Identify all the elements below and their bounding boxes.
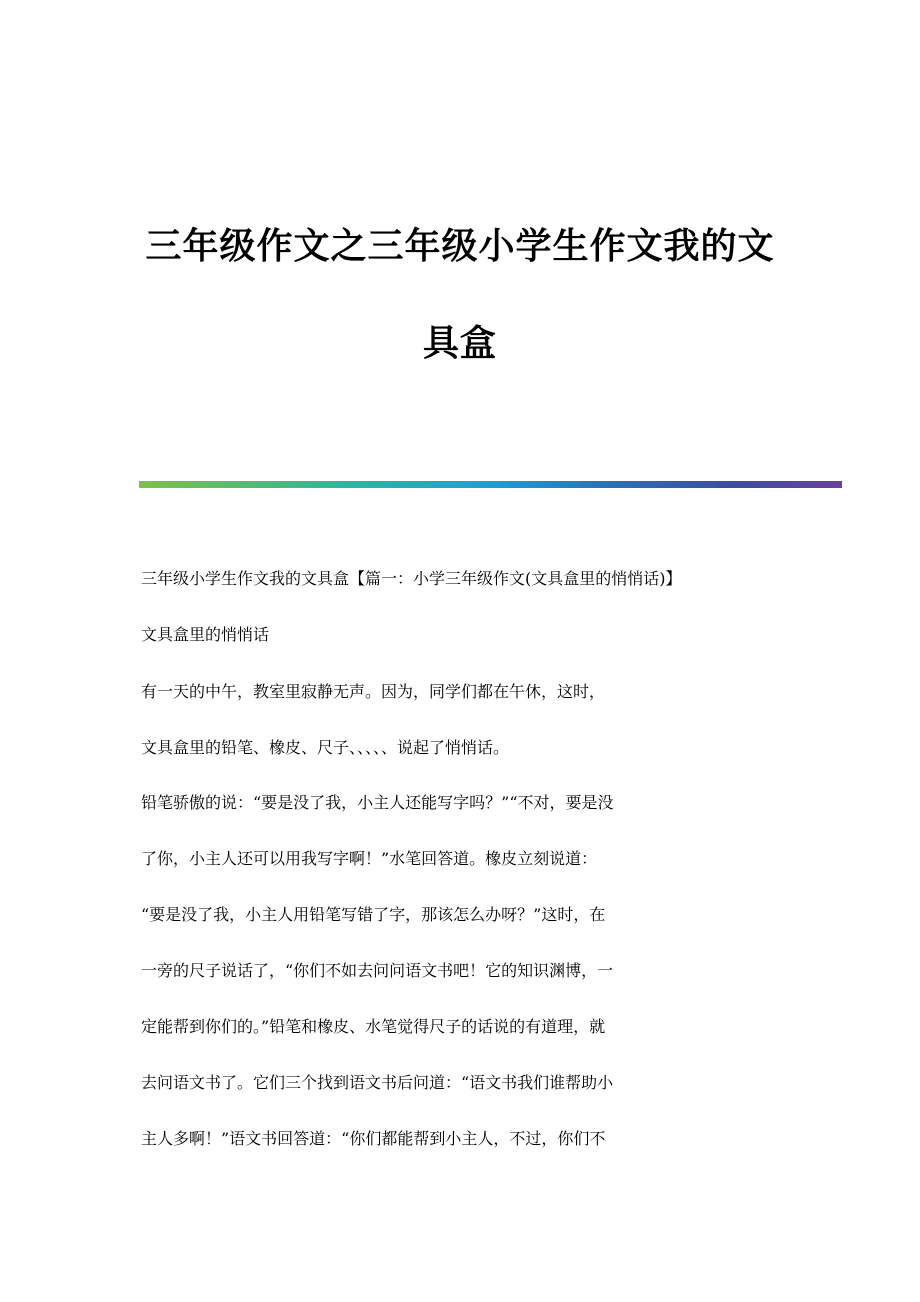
paragraph-line: 了你，小主人还可以用我写字啊！”水笔回答道。橡皮立刻说道： <box>141 849 598 868</box>
paragraph-line: 定能帮到你们的。”铅笔和橡皮、水笔觉得尺子的话说的有道理，就 <box>141 1017 606 1036</box>
paragraph-line: 去问语文书了。它们三个找到语文书后问道：“语文书我们谁帮助小 <box>141 1073 614 1092</box>
paragraph-line: 三年级小学生作文我的文具盒【篇一：小学三年级作文(文具盒里的悄悄话)】 <box>141 569 682 588</box>
paragraph-line: 一旁的尺子说话了，“你们不如去问问语文书吧！它的知识渊博，一 <box>141 961 614 980</box>
paragraph-line: 文具盒里的铅笔、橡皮、尺子、、、、、说起了悄悄话。 <box>141 738 510 757</box>
paragraph-line: 铅笔骄傲的说：“要是没了我，小主人还能写字吗？”“不对，要是没 <box>141 793 614 812</box>
document-title-line-2: 具盒 <box>422 323 497 364</box>
paragraph-line: 主人多啊！”语文书回答道：“你们都能帮到小主人，不过，你们不 <box>141 1129 606 1148</box>
paragraph-line: 文具盒里的悄悄话 <box>141 625 270 644</box>
gradient-divider <box>139 481 842 488</box>
document-title-line-1: 三年级作文之三年级小学生作文我的文 <box>145 226 775 267</box>
paragraph-line: “要是没了我，小主人用铅笔写错了字，那该怎么办呀？”这时，在 <box>141 905 606 924</box>
paragraph-line: 有一天的中午，教室里寂静无声。因为，同学们都在午休，这时， <box>141 682 606 701</box>
